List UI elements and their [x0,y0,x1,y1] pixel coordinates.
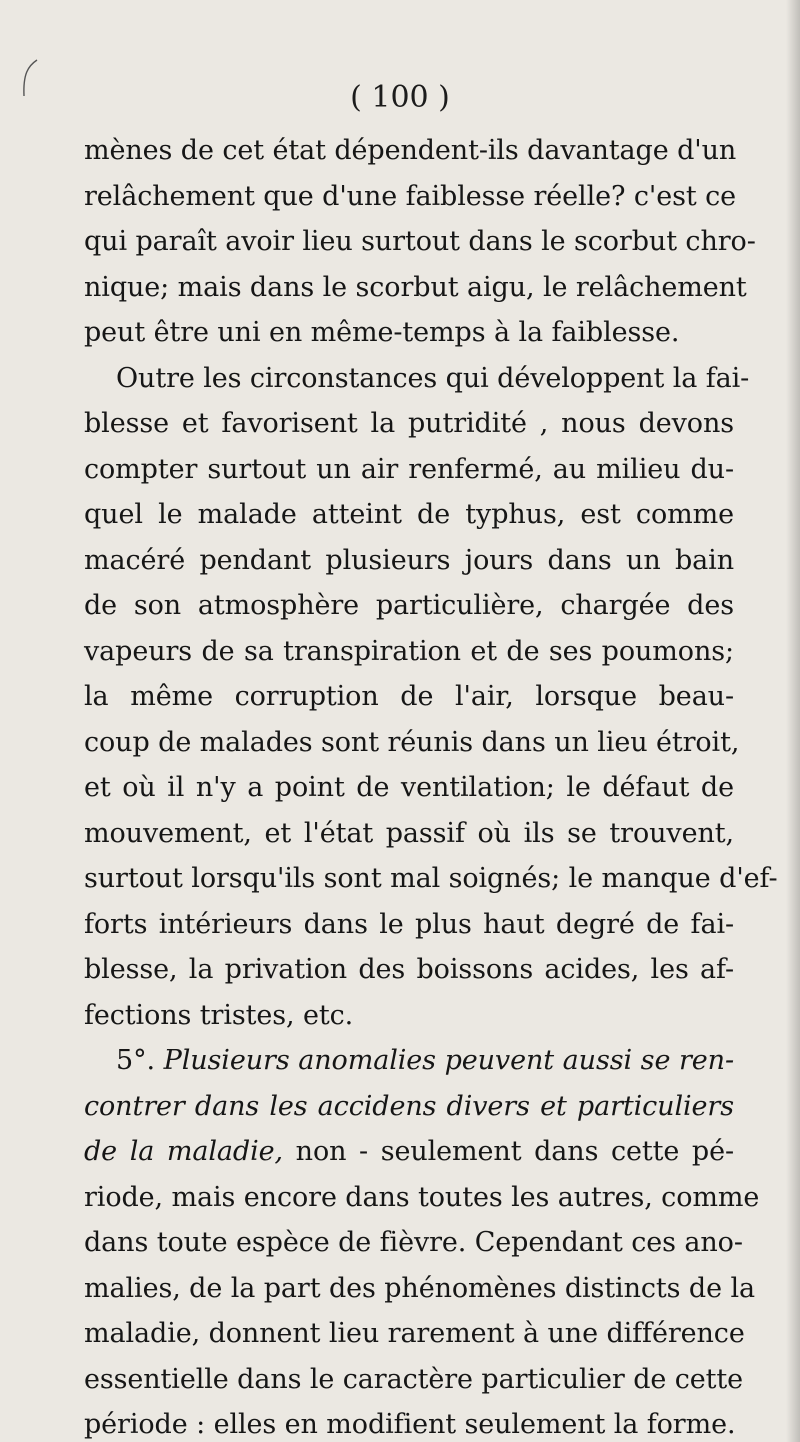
text-line: coup de malades sont réunis dans un lieu étroit, [84,726,740,758]
text-line: essentielle dans le caractère particulier de cette [84,1363,744,1395]
roman-text: non - seulement dans cette pé- [283,1136,734,1167]
text-line: nique; mais dans le scorbut aigu, le relâchement [84,271,747,303]
text-line: macéré pendant plusieurs jours dans un bain [84,544,734,576]
text-line: et où il n'y a point de ventilation; le défaut de [84,772,734,803]
text-line-heading [84,1038,734,1084]
text-line: Outre les circonstances qui développent la fai- [116,362,750,394]
text-line: riode, mais encore dans toutes les autres, comme [84,1181,760,1213]
text-line: maladie, donnent lieu rarement à une différence [84,1318,745,1349]
text-line: période : elles en modifient seulement la forme. [84,1409,736,1440]
italic-text: Plusieurs anomalies peuvent aussi se ren- [163,1045,734,1076]
text-line: blesse et favorisent la putridité , nous devons [84,408,734,439]
text-line: qui paraît avoir lieu surtout dans le scorbut chro- [84,226,756,257]
text-line: la même corruption de l'air, lorsque beau- [84,681,734,712]
page-edge-shadow [786,0,800,1442]
italic-text: de la maladie, [84,1136,284,1167]
text-line: malies, de la part des phénomènes distincts de la [84,1272,755,1304]
text-line: compter surtout un air renfermé, au milieu du- [84,453,734,485]
text-line: relâchement que d'une faiblesse réelle? c'est ce [84,180,736,212]
text-line: de son atmosphère particulière, chargée des [84,590,734,621]
text-line [84,1129,734,1175]
section-number: 5°. [116,1045,155,1076]
text-line [84,1084,734,1130]
text-line: surtout lorsqu'ils sont mal soignés; le manque d'ef- [84,863,778,894]
text-line: mouvement, et l'état passif où ils se trouvent, [84,817,734,849]
text-line: dans toute espèce de fièvre. Cependant ces ano- [84,1227,743,1258]
page-number: ( 100 ) [350,80,450,115]
italic-text: contrer dans les accidens divers et particuliers [84,1090,734,1122]
text-line: forts intérieurs dans le plus haut degré de fai- [84,908,734,940]
text-line: peut être uni en même-temps à la faiblesse. [84,317,680,348]
text-line: fections tristes, etc. [84,999,354,1031]
body-text [84,128,778,1442]
text-line: mènes de cet état dépendent-ils davantage d'un [84,135,737,166]
text-line: blesse, la privation des boissons acides, les af- [84,954,734,985]
text-line: vapeurs de sa transpiration et de ses poumons; [84,635,734,667]
text-line: quel le malade atteint de typhus, est comme [84,499,734,530]
